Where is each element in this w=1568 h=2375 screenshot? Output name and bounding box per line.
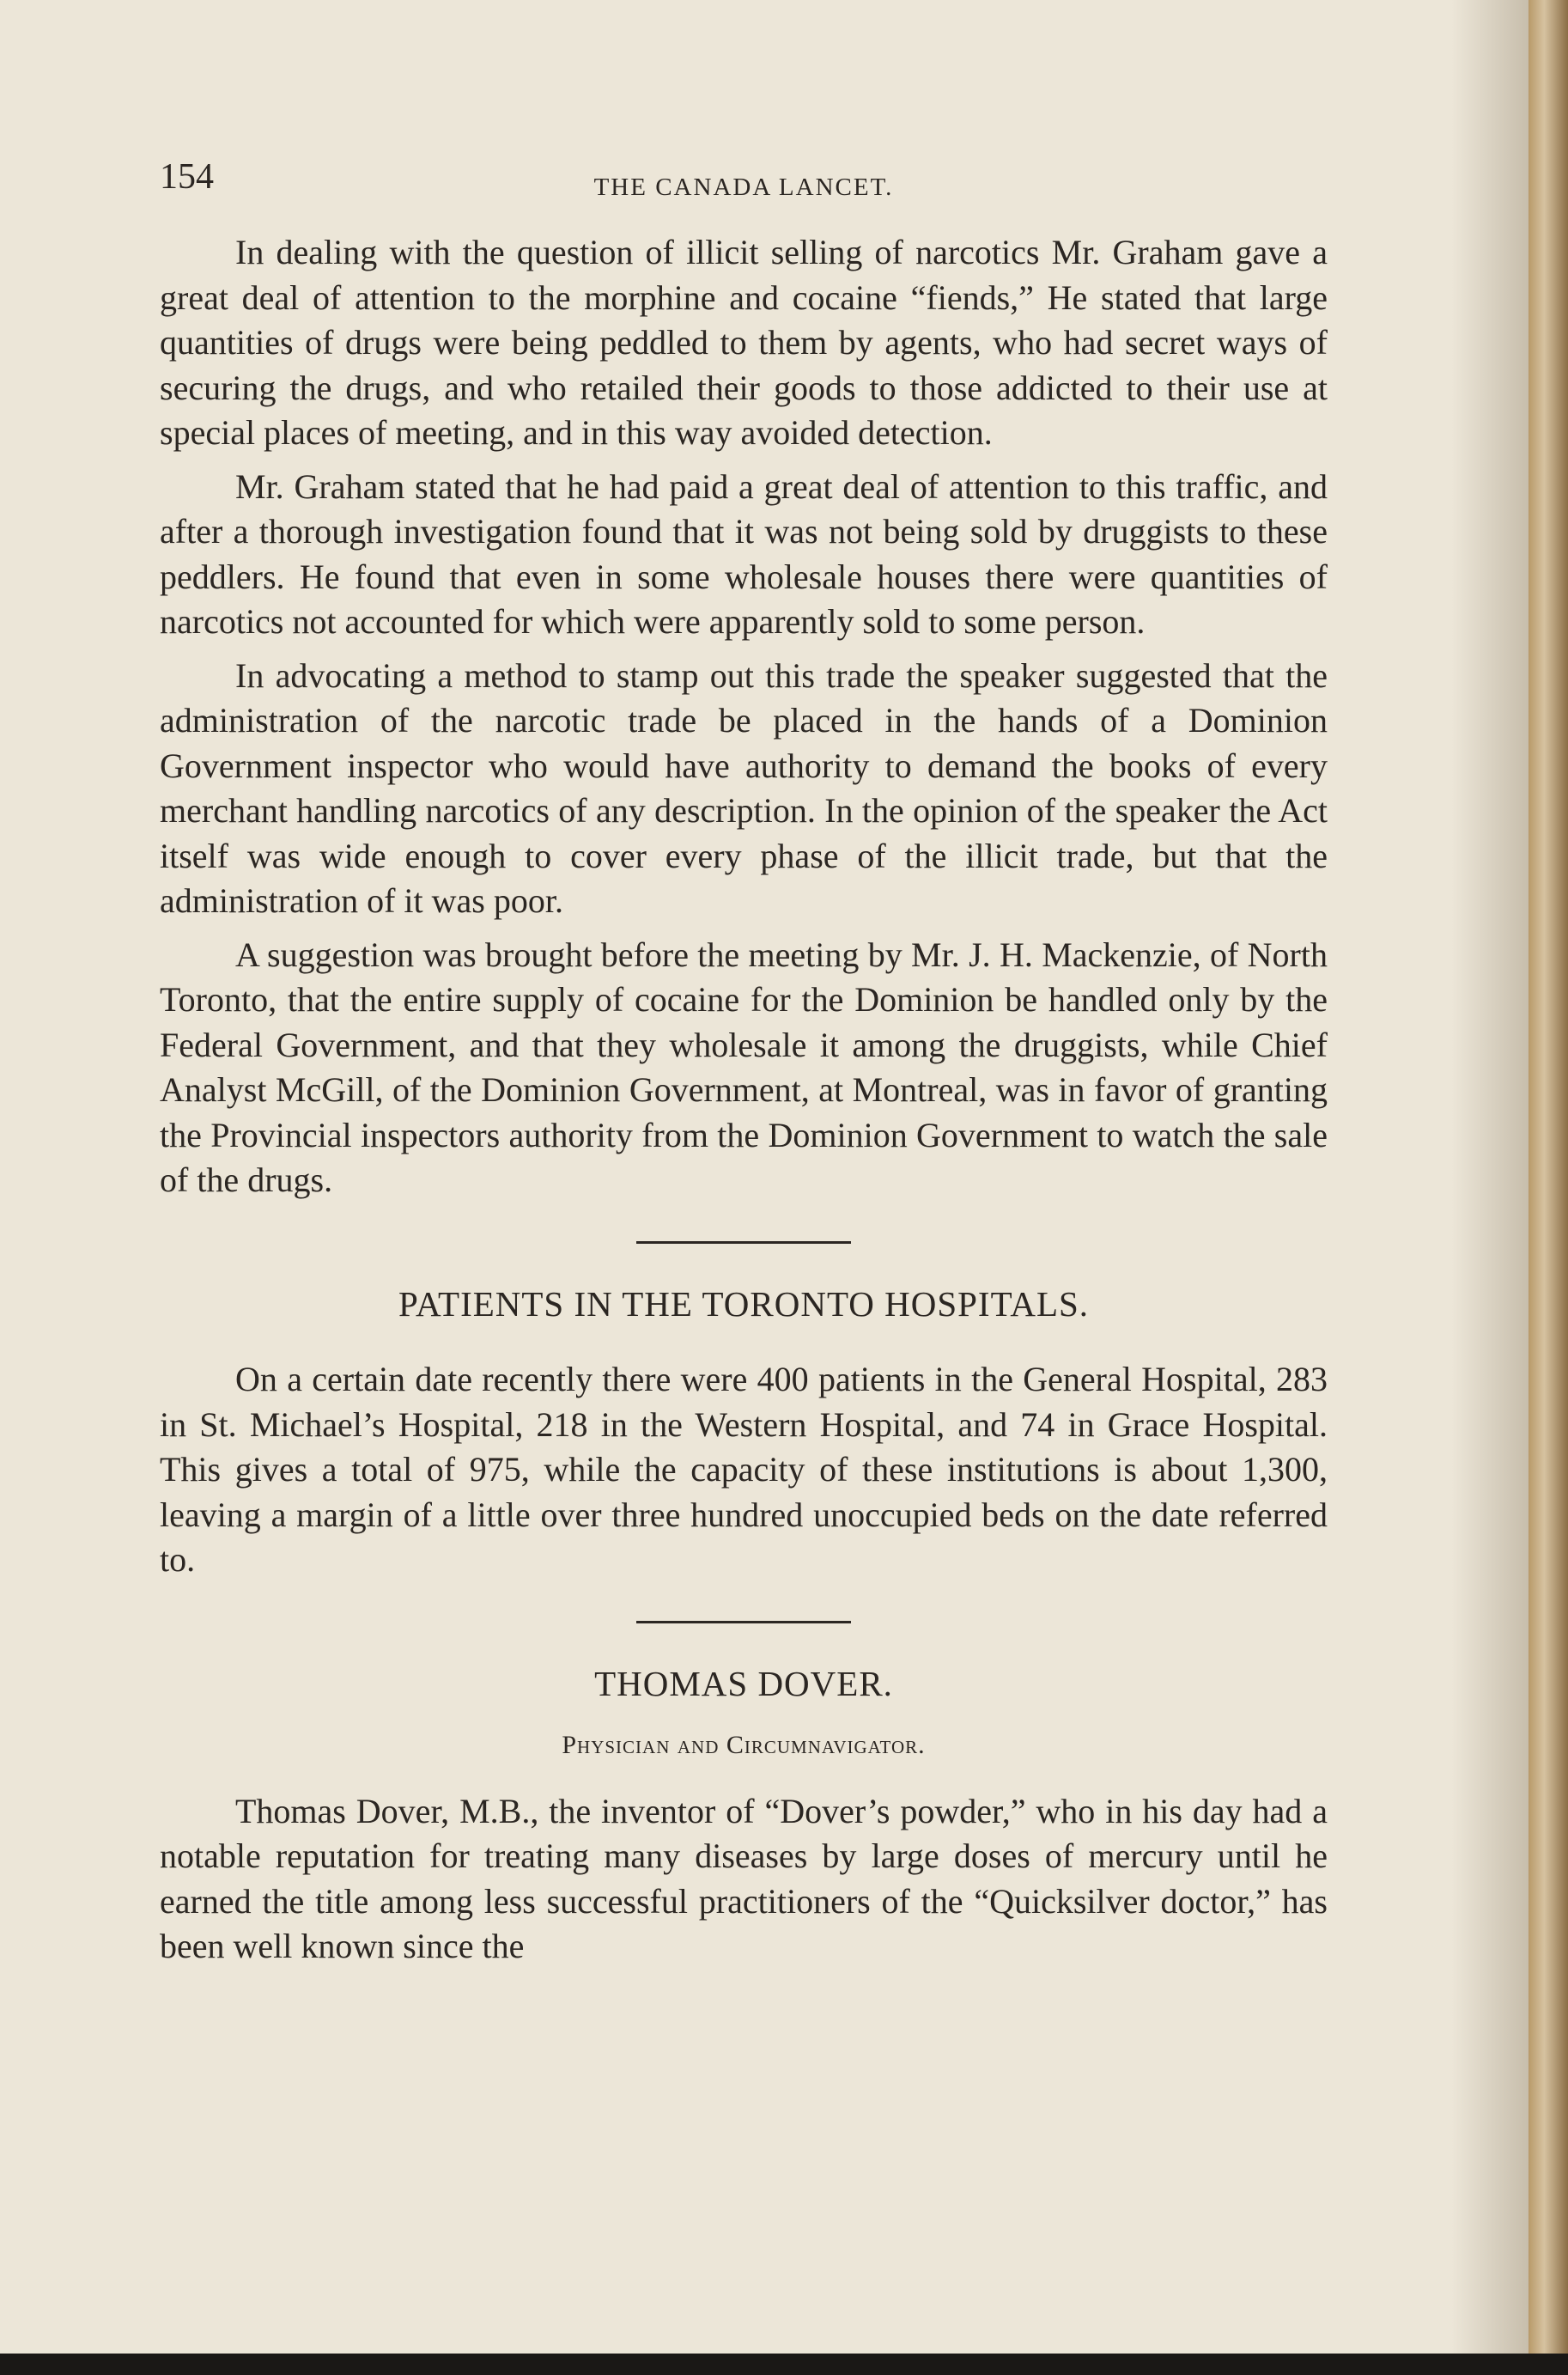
article-hospitals	[160, 1282, 1328, 1583]
scan-background	[0, 2354, 1568, 2375]
paragraph: In advocating a method to stamp out this trade the speaker suggested that the administration of the narcotic trade be placed in the hands of a Dominion Government inspector who would have authority to demand the books of every merchant handling narcotics of any description. In the opinion of the speaker the Act itself was wide enough to cover every phase of the illicit trade, but that the administration of it was poor.	[160, 655, 1328, 920]
page-gutter-shadow	[1451, 0, 1528, 2354]
article-title: THOMAS DOVER.	[594, 1663, 893, 1703]
paragraph: Thomas Dover, M.B., the inventor of “Dover’s powder,” who in his day had a notable reputation for treating many diseases by large doses of mercury until he earned the title among less successful practitioners of the “Quicksilver doctor,” has been well known since the	[160, 1791, 1328, 1965]
paragraph: A suggestion was brought before the meeting by Mr. J. H. Mackenzie, of North Toronto, that the entire supply of cocaine for the Dominion be handled only by the Federal Government, and that they wholesale it among the druggists, while Chief Analyst McGill, of the Dominion Government, at Montreal, was in favor of granting the Provincial inspectors authority from the Dominion Government to watch the sale of the drugs.	[160, 935, 1328, 1199]
article-thomas-dover	[160, 1661, 1328, 1970]
page-content	[160, 155, 1328, 1978]
article-title: PATIENTS IN THE TORONTO HOSPITALS.	[398, 1283, 1090, 1324]
article-narcotics	[160, 230, 1328, 1203]
section-divider	[636, 1621, 851, 1623]
book-edge	[1528, 0, 1568, 2375]
journal-title: THE CANADA LANCET.	[593, 174, 894, 201]
section-divider	[636, 1241, 851, 1244]
paragraph: On a certain date recently there were 400 patients in the General Hospital, 283 in St. Michael’s Hospital, 218 in the Western Hospital, and 74 in Grace Hospital. This gives a total of 975, while the capacity of these institutions is about 1,300, leaving a margin of a little over three hundred unoccupied beds on the date referred to.	[160, 1360, 1328, 1579]
running-head	[160, 155, 1328, 206]
page-number: 154	[160, 157, 214, 197]
paragraph: Mr. Graham stated that he had paid a great deal of attention to this traffic, and after a thorough investigation found that it was not being sold by druggists to these peddlers. He found that even in some wholesale houses there were quantities of narcotics not accounted for which were apparently sold to some person.	[160, 466, 1328, 641]
article-subtitle: Physician and Circumnavigator.	[562, 1731, 926, 1759]
paragraph: In dealing with the question of illicit selling of narcotics Mr. Graham gave a great deal of attention to the morphine and cocaine “fiends,” He stated that large quantities of drugs were being peddled to them by agents, who had secret ways of securing the drugs, and who retailed their goods to those addicted to their use at special places of meeting, and in this way avoided detection.	[160, 233, 1328, 452]
